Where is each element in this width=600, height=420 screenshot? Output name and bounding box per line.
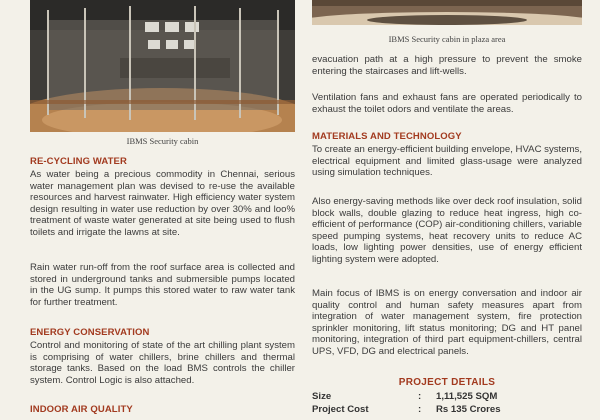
indoor-air-quality-heading: INDOOR AIR QUALITY bbox=[30, 404, 133, 415]
detail-row-size bbox=[312, 391, 582, 403]
ibms-focus-paragraph: Main focus of IBMS is on energy conversation and indoor air quality control and human safety measures apart from integration of water management system, fire protection sprinkler monitoring, lift status monitoring; DG and HT panel monitoring, integration of third part equipment-chillers, central UPS, VFD, DG and electrical panels. bbox=[312, 288, 582, 357]
materials-technology-heading: MATERIALS AND TECHNOLOGY bbox=[312, 131, 462, 142]
energy-conservation-paragraph: Control and monitoring of state of the art chilling plant system is comprising of water chillers, brine chillers and thermal storage tanks. Based on the load BMS controls the chiller system. Control Logic is also attached. bbox=[30, 340, 295, 386]
evacuation-paragraph: evacuation path at a high pressure to prevent the smoke entering the staircases and lift-wells. bbox=[312, 54, 582, 77]
recycling-water-paragraph-2: Rain water run-off from the roof surface area is collected and stored in underground tanks and submersible pumps located in the UG sump. It pumps this stored water to raw water tank for further treatment. bbox=[30, 262, 295, 308]
plaza-cabin-illustration bbox=[312, 0, 582, 25]
materials-paragraph-2: Also energy-saving methods like over deck roof insulation, solid block walls, double glazing to reduce heat ingress, high co-efficient of performance (COP) air-conditioning chillers, variable speed pumping systems, heat recovery units to reduce AC loads, low lighting power densities, use of energy efficient lighting system were adopted. bbox=[312, 196, 582, 265]
right-photo-caption: IBMS Security cabin in plaza area bbox=[388, 34, 506, 44]
detail-label: Project Cost bbox=[312, 404, 369, 415]
plaza-cabin-photo bbox=[312, 0, 582, 25]
detail-row-project-cost bbox=[312, 404, 582, 416]
materials-paragraph-1: To create an energy-efficient building envelope, HVAC systems, electrical equipment and limited glass-usage were analyzed using simulation techniques. bbox=[312, 144, 583, 179]
ventilation-paragraph: Ventilation fans and exhaust fans are operated periodically to exhaust the toilet odors and ventilate the areas. bbox=[312, 92, 582, 115]
detail-colon: : bbox=[418, 391, 422, 402]
security-cabin-photo bbox=[30, 0, 295, 132]
energy-conservation-heading: ENERGY CONSERVATION bbox=[30, 327, 150, 338]
recycling-water-paragraph-1: As water being a precious commodity in Chennai, serious water management plan was devised to re-use the available resources and harvest rainwater. High efficiency water system design resulting in water use reduction by over 30% and loo% treatment of waste water generated at site being used to flush toilets and irrigate the lawns at site. bbox=[30, 169, 295, 238]
recycling-water-heading: RE-CYCLING WATER bbox=[30, 156, 127, 167]
detail-value: Rs 135 Crores bbox=[436, 404, 501, 415]
detail-label: Size bbox=[312, 391, 332, 402]
security-cabin-illustration bbox=[30, 0, 295, 132]
detail-colon: : bbox=[418, 404, 422, 415]
left-photo-caption: IBMS Security cabin bbox=[126, 136, 199, 146]
detail-value: 1,11,525 SQM bbox=[436, 391, 498, 402]
project-details-heading: PROJECT DETAILS bbox=[398, 377, 496, 388]
